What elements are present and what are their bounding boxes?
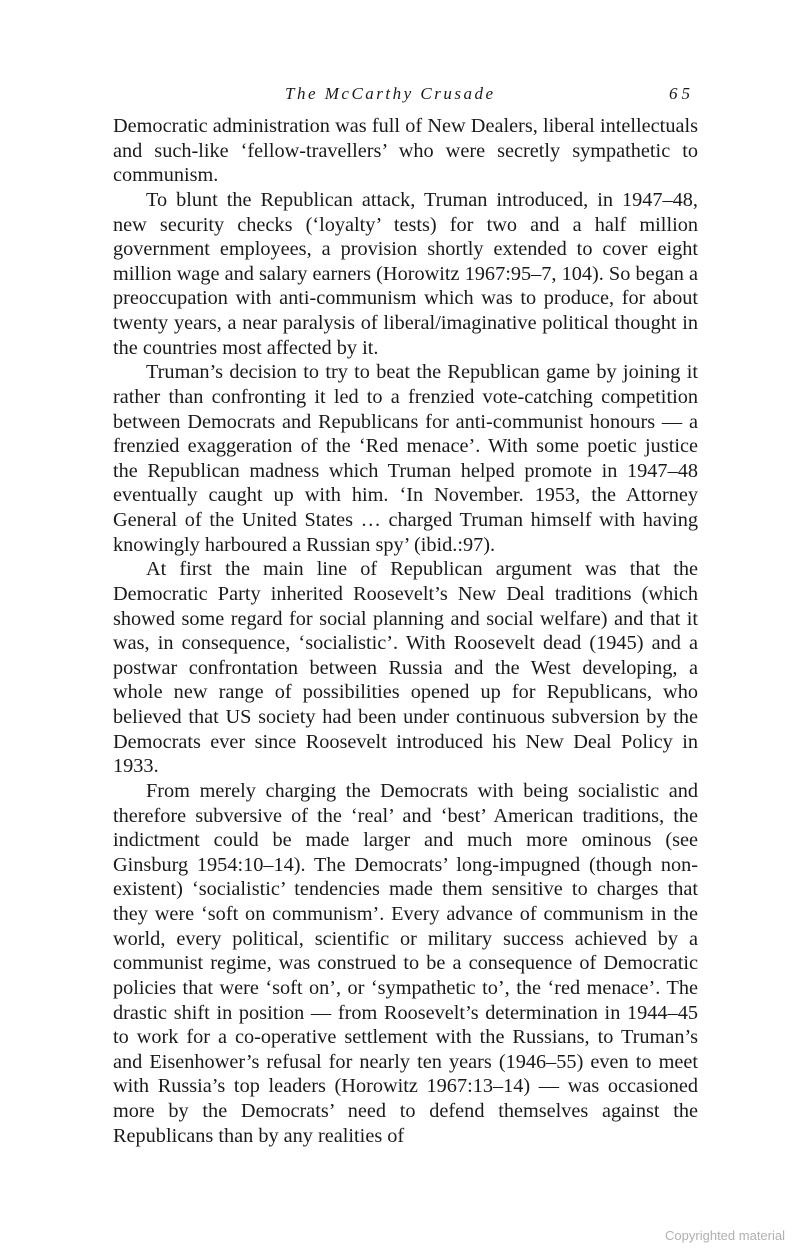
paragraph-continuation: Democratic administration was full of New Dealers, liberal intellectuals and such-like ‘fellow-travellers’ who were secretly sympathetic to communism. (113, 115, 698, 187)
book-page (113, 84, 698, 1148)
page-number: 65 (669, 84, 694, 103)
body-text (113, 114, 698, 1148)
paragraph: From merely charging the Democrats with being socialistic and therefore subversive of the ‘real’ and ‘best’ American traditions, the indictment could be made larger and much more ominous (see Ginsburg 1954:10–14). The Democrats’ long-impugned (though non-existent) ‘socialistic’ tendencies made them sensitive to charges that they were ‘soft on communism’. Every advance of communism in the world, every political, scientific or military success achieved by a communist regime, was construed to be a consequence of Democratic policies that were ‘soft on’, or ‘sympathetic to’, the ‘red menace’. The drastic shift in position — from Roosevelt’s determination in 1944–45 to work for a co-operative settlement with the Russians, to Truman’s and Eisenhower’s refusal for nearly ten years (1946–55) even to meet with Russia’s top leaders (Horowitz 1967:13–14) — was occasioned more by the Democrats’ need to defend themselves against the Republicans than by any realities of (113, 779, 698, 1147)
running-title: The McCarthy Crusade (285, 84, 496, 103)
paragraph: To blunt the Republican attack, Truman introduced, in 1947–48, new security checks (‘loyalty’ tests) for two and a half million government employees, a provision shortly extended to cover eight million wage and salary earners (Horowitz 1967:95–7, 104). So began a preoccupation with anti-communism which was to produce, for about twenty years, a near paralysis of liberal/imaginative political thought in the countries most affected by it. (113, 188, 698, 359)
paragraph: Truman’s decision to try to beat the Republican game by joining it rather than confronting it led to a frenzied vote-catching competition between Democrats and Republicans for anti-communist honours — a frenzied exaggeration of the ‘Red menace’. With some poetic justice the Republican madness which Truman helped promote in 1947–48 eventually caught up with him. ‘In November. 1953, the Attorney General of the United States … charged Truman himself with having knowingly harboured a Russian spy’ (ibid.:97). (113, 361, 698, 556)
copyright-watermark: Copyrighted material (665, 1228, 785, 1243)
running-head (113, 84, 698, 114)
paragraph: At first the main line of Republican argument was that the Democratic Party inherited Roosevelt’s New Deal traditions (which showed some regard for social planning and social welfare) and that it was, in consequence, ‘socialistic’. With Roosevelt dead (1945) and a postwar confrontation between Russia and the West developing, a whole new range of possibilities opened up for Republicans, who believed that US society had been under continuous subversion by the Democrats ever since Roosevelt introduced his New Deal Policy in 1933. (113, 558, 698, 778)
